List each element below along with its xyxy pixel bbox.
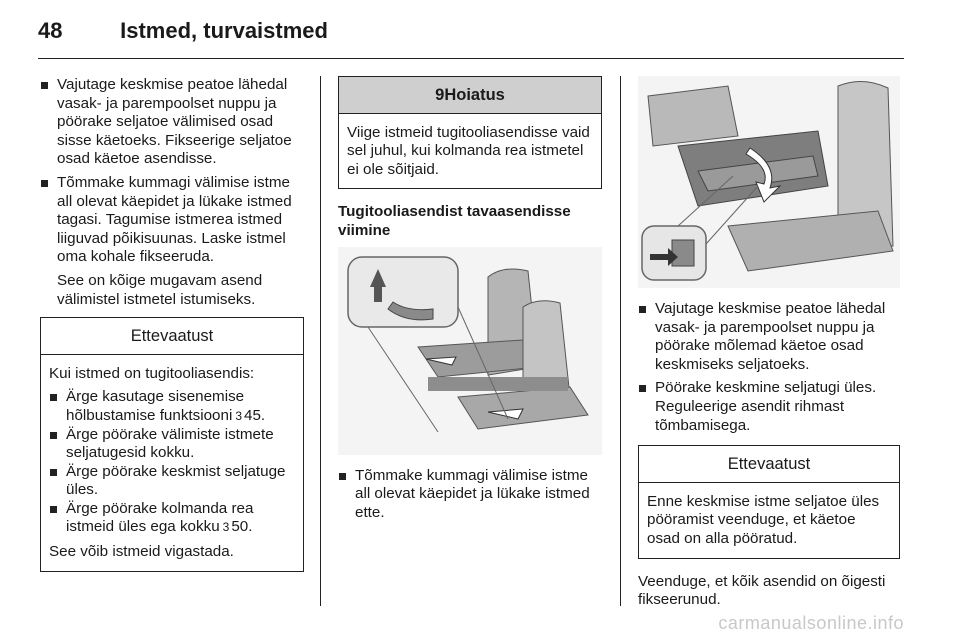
caution-item-text: Ärge kasutage sisenemise hõlbustamise funktsiooni — [66, 388, 245, 424]
seat-illustration-armrest — [638, 76, 900, 288]
caution-text: Enne keskmise istme seljatoe üles pööramist veenduge, et käetoe osad on alla pööratud. — [647, 492, 880, 547]
page-number: 48 — [38, 18, 63, 43]
page-title: Istmed, turvaistmed — [120, 18, 328, 43]
warning-title-bar — [339, 77, 601, 114]
caution-title: Ettevaatust — [41, 318, 303, 355]
watermark: carmanualsonline.info — [718, 613, 904, 633]
caution-body — [41, 355, 303, 571]
page-reference-icon[interactable]: 3 — [235, 408, 243, 423]
caution-item-text: Ärge pöörake kolmanda rea istmeid üles ega kokku — [66, 499, 254, 536]
caution-box — [638, 445, 900, 558]
caution-item — [49, 388, 295, 425]
caution-item: Ärge pöörake välimiste istmete seljatugesid kokku. — [49, 426, 295, 463]
bullet-item: Tõmmake kummagi välimise istme all olevat käepidet ja lükake istmed tagasi. Tagumise istmerea istmed liiguvad põikisuunas. Laske istmel oma kohale fikseeruda. — [40, 174, 304, 267]
column-left — [40, 76, 304, 572]
warning-title: Hoiatus — [444, 86, 505, 104]
warning-text: Viige istmeid tugitooliasendisse vaid sel juhul, kui kolmanda rea istmetel ei ole sõitjaid. — [347, 123, 590, 178]
column-divider — [620, 76, 621, 606]
warning-box — [338, 76, 602, 189]
bullet-item: Vajutage keskmise peatoe lähedal vasak- ja parempoolset nuppu ja pöörake mõlemad käetoe osad keskmiseks seljatoeks. — [638, 300, 900, 374]
indented-note: See on kõige mugavam asend välimistel istmetel istumiseks. — [57, 271, 263, 308]
closing-text: Veenduge, et kõik asendid on õigesti fikseerunud. — [638, 572, 886, 609]
section-heading: Tugitooliasendist tavaasendisse viimine — [338, 203, 571, 239]
bullet-item: Pöörake keskmine seljatugi üles. Reguleerige asendit rihmast tõmbamisega. — [638, 379, 900, 435]
header-rule — [38, 58, 904, 59]
warning-icon: 9 — [435, 86, 445, 104]
bullet-item: Tõmmake kummagi välimise istme all olevat käepidet ja lükake istmed ette. — [338, 467, 602, 523]
warning-body — [339, 114, 601, 189]
seat-illustration-armchair-position — [338, 247, 602, 455]
column-middle — [338, 76, 602, 527]
caution-box — [40, 317, 304, 572]
page-header — [38, 18, 328, 44]
caution-item-ref[interactable]: 45. — [244, 406, 266, 424]
caution-intro: Kui istmed on tugitooliasendis: — [49, 364, 255, 382]
caution-title: Ettevaatust — [639, 446, 899, 483]
caution-item: Ärge pöörake keskmist seljatuge üles. — [49, 463, 295, 500]
caution-body — [639, 483, 899, 558]
caution-item-ref[interactable]: 50. — [231, 518, 253, 536]
caution-item — [49, 500, 295, 537]
column-right — [638, 76, 900, 610]
caution-outro: See võib istmeid vigastada. — [49, 543, 234, 561]
column-divider — [320, 76, 321, 606]
bullet-item: Vajutage keskmise peatoe lähedal vasak- ja parempoolset nuppu ja pöörake seljatoe välimised osad sisse käetoeks. Fikseerige seljatoe osad käetoe asendisse. — [40, 76, 304, 169]
page-reference-icon[interactable]: 3 — [222, 520, 230, 535]
